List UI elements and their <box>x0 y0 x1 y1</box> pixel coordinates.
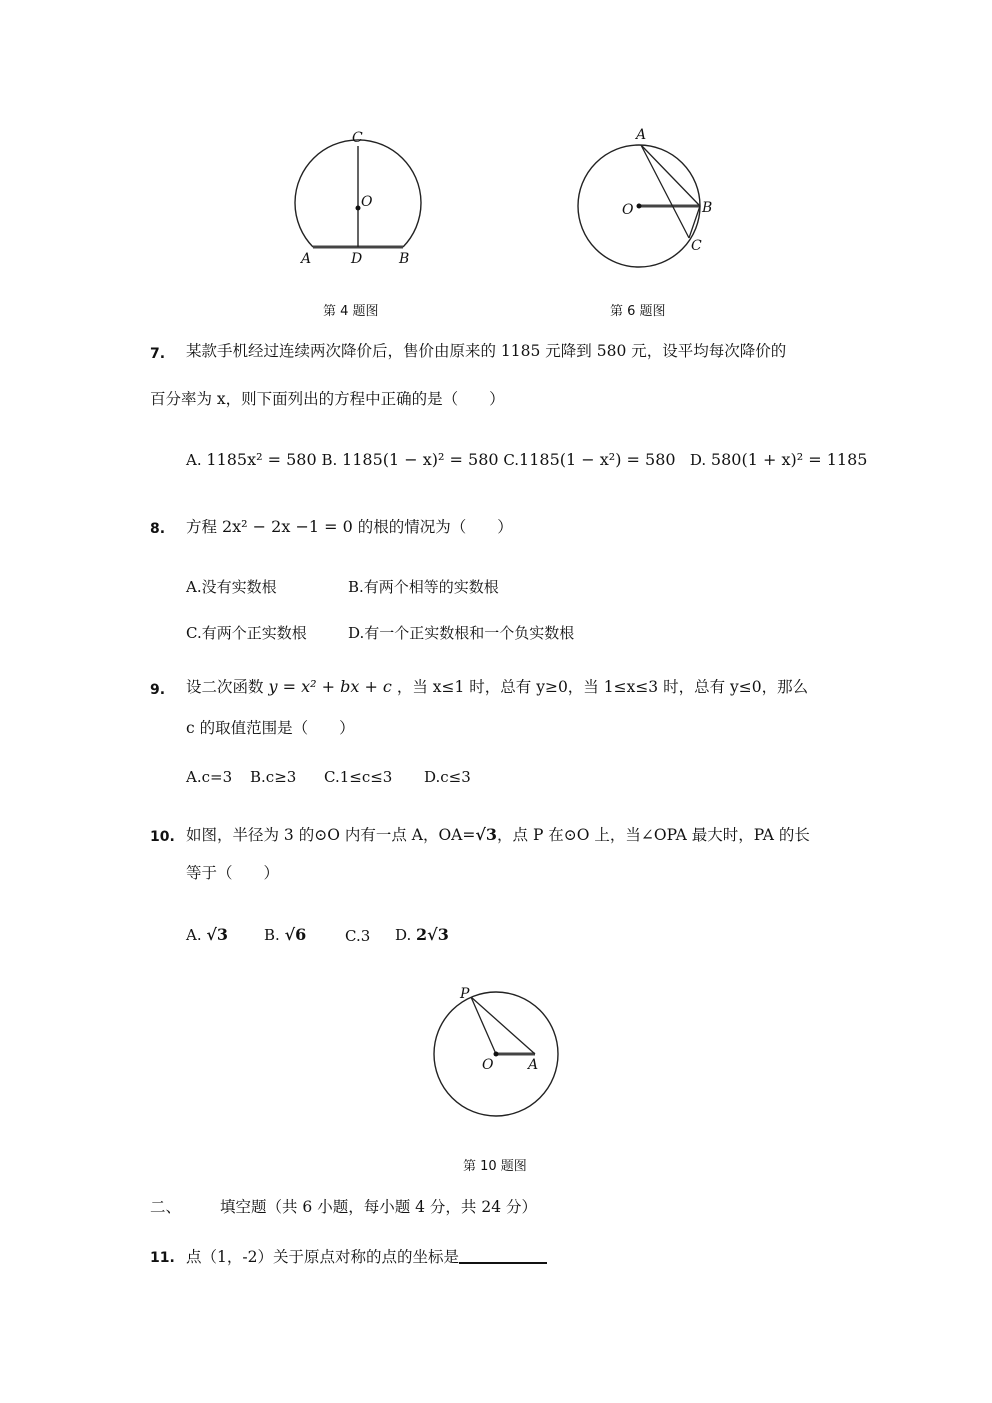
q11-stem-text: 点（1，-2）关于原点对称的点的坐标是 <box>186 1248 459 1266</box>
figure-4-label-a: A <box>301 251 312 267</box>
section-2-title: 填空题（共 6 小题，每小题 4 分，共 24 分） <box>220 1198 538 1216</box>
figure-6-diagram <box>570 122 720 274</box>
q7-stem-line1: 某款手机经过连续两次降价后，售价由原来的 1185 元降到 580 元，设平均每次降价的 <box>186 342 787 360</box>
q8-stem-pre: 方程 <box>186 518 218 536</box>
figure-6-chord-ac <box>641 145 689 238</box>
q9-option-b: B.c≥3 <box>250 768 297 786</box>
q9-stem-line2: c 的取值范围是（ ） <box>186 719 355 737</box>
q9-option-a: A.c=3 <box>186 768 233 786</box>
q10-option-b-prefix: B. <box>264 926 280 944</box>
q7-option-c-prefix: C. <box>503 451 520 469</box>
figure-10-label-o: O <box>482 1057 494 1073</box>
figure-6-label-a: A <box>636 127 647 143</box>
figure-6-center-dot <box>637 204 642 209</box>
q10-option-d <box>395 925 449 944</box>
q10-stem-line2: 等于（ ） <box>186 864 280 882</box>
q10-number: 10. <box>150 829 175 845</box>
figure-10-segment-pa <box>471 997 535 1054</box>
q7-option-a: 1185x² = 580 <box>206 450 317 469</box>
q11-number: 11. <box>150 1250 175 1266</box>
q7-stem-line2: 百分率为 x，则下面列出的方程中正确的是（ ） <box>150 390 505 408</box>
figure-4-label-o: O <box>361 194 373 210</box>
q8-stem <box>186 519 513 536</box>
q9-number: 9. <box>150 682 166 698</box>
q11-stem <box>186 1248 547 1266</box>
q8-equation: 2x² − 2x −1 = 0 <box>221 517 353 536</box>
q7-option-d-prefix: D. <box>689 451 707 469</box>
figure-6-label-o: O <box>622 202 634 218</box>
q10-option-b <box>264 925 306 944</box>
figure-10-center-dot <box>494 1052 499 1057</box>
q11-answer-blank[interactable] <box>459 1248 547 1264</box>
q10-option-a <box>186 925 228 944</box>
q8-option-a: A.没有实数根 <box>186 578 277 596</box>
figure-4-center-dot <box>356 206 361 211</box>
q9-option-d: D.c≤3 <box>424 768 471 786</box>
q9-function: y = x² + bx + c <box>268 677 392 696</box>
q10-option-d-value: 2√3 <box>416 925 449 944</box>
q10-stem <box>186 827 810 844</box>
q10-stem-post: ，点 P 在⊙O 上，当∠OPA 最大时，PA 的长 <box>497 826 810 844</box>
q10-option-d-prefix: D. <box>395 926 412 944</box>
figure-4-caption: 第 4 题图 <box>323 304 379 319</box>
figure-4-label-c: C <box>352 130 363 146</box>
figure-10-caption: 第 10 题图 <box>463 1159 527 1174</box>
q7-option-b: 1185(1 − x)² = 580 <box>342 450 499 469</box>
figure-4-diagram <box>280 122 430 274</box>
q9-stem <box>186 679 808 696</box>
figure-6-label-b: B <box>702 200 713 216</box>
q10-stem-pre: 如图，半径为 3 的⊙O 内有一点 A，OA= <box>186 826 476 844</box>
figure-6-label-c: C <box>691 238 702 254</box>
q7-options <box>186 450 867 469</box>
q7-option-c: 1185(1 − x²) = 580 <box>519 450 676 469</box>
q7-option-b-prefix: B. <box>321 451 338 469</box>
figure-10-label-p: P <box>460 986 470 1002</box>
q8-number: 8. <box>150 521 166 537</box>
q10-option-a-prefix: A. <box>186 926 202 944</box>
q8-option-b: B.有两个相等的实数根 <box>348 578 499 596</box>
section-2-index: 二、 <box>150 1198 182 1216</box>
q10-option-b-value: √6 <box>284 925 307 944</box>
q8-stem-post: 的根的情况为（ ） <box>357 518 513 536</box>
figure-10-label-a: A <box>528 1057 539 1073</box>
q9-stem-pre: 设二次函数 <box>186 678 264 696</box>
q9-option-c: C.1≤c≤3 <box>324 768 393 786</box>
q10-option-c: C.3 <box>345 927 371 945</box>
q7-option-a-prefix: A. <box>186 451 202 469</box>
q7-option-d: 580(1 + x)² = 1185 <box>710 450 868 469</box>
figure-4-label-d: D <box>351 251 363 267</box>
q8-option-d: D.有一个正实数根和一个负实数根 <box>348 624 575 642</box>
q10-option-a-value: √3 <box>206 925 229 944</box>
q8-option-c: C.有两个正实数根 <box>186 624 307 642</box>
figure-10-diagram <box>425 982 570 1124</box>
figure-10-segment-po <box>471 997 496 1054</box>
figure-6-caption: 第 6 题图 <box>610 304 666 319</box>
q10-stem-root: √3 <box>475 825 498 844</box>
q9-stem-post: ，当 x≤1 时，总有 y≥0，当 1≤x≤3 时，总有 y≤0，那么 <box>396 678 809 696</box>
q7-number: 7. <box>150 346 166 362</box>
figure-4-label-b: B <box>399 251 410 267</box>
